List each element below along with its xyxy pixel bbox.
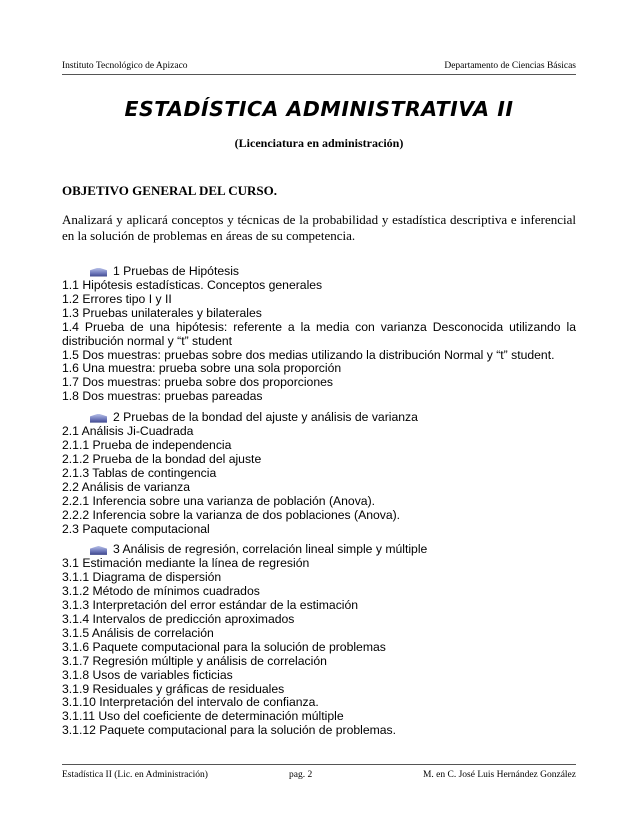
header-institution: Instituto Tecnológico de Apizaco xyxy=(62,61,188,71)
book-icon xyxy=(90,414,107,423)
list-item: 2.3 Paquete computacional xyxy=(62,521,210,536)
unit-title: 3 Análisis de regresión, correlación lineal simple y múltiple xyxy=(113,542,428,557)
unit-heading xyxy=(62,411,576,425)
list-item: 3.1.2 Método de mínimos cuadrados xyxy=(62,584,260,599)
list-item: 1.8 Dos muestras: pruebas pareadas xyxy=(62,389,263,404)
list-item: 2.2 Análisis de varianza xyxy=(62,479,191,494)
unit-heading xyxy=(62,543,576,557)
page-header xyxy=(62,58,576,75)
footer-page-number: pag. 2 xyxy=(289,770,313,780)
list-item: 2.1.1 Prueba de independencia xyxy=(62,438,232,453)
list-item: 1.5 Dos muestras: pruebas sobre dos medias utilizando la distribución Normal y “t” student. xyxy=(62,347,555,362)
syllabus-unit-1 xyxy=(62,265,576,404)
unit-title: 1 Pruebas de Hipótesis xyxy=(113,264,240,279)
list-item: 1.3 Pruebas unilaterales y bilaterales xyxy=(62,305,262,320)
book-icon xyxy=(90,268,107,277)
list-item: 3.1.9 Residuales y gráficas de residuales xyxy=(62,681,285,696)
list-item: 1.2 Errores tipo I y II xyxy=(62,291,172,306)
header-department: Departamento de Ciencias Básicas xyxy=(444,61,576,71)
list-item: 3.1.1 Diagrama de dispersión xyxy=(62,570,222,585)
list-item: 3.1.5 Análisis de correlación xyxy=(62,625,214,640)
footer-author: M. en C. José Luis Hernández González xyxy=(422,770,576,780)
list-item: 3.1.6 Paquete computacional para la solución de problemas xyxy=(62,639,386,654)
list-item: 3.1.8 Usos de variables ficticias xyxy=(62,667,233,682)
unit-heading xyxy=(62,265,576,279)
document-title: ESTADÍSTICA ADMINISTRATIVA II xyxy=(124,97,514,121)
objective-heading: OBJETIVO GENERAL DEL CURSO. xyxy=(62,183,278,198)
objective-text: Analizará y aplicará conceptos y técnicas de la probabilidad y estadística descriptiva e inferencial en la solución de problemas en áreas de su competencia. xyxy=(62,212,576,243)
list-item: 3.1.7 Regresión múltiple y análisis de correlación xyxy=(62,653,327,668)
syllabus-unit-3 xyxy=(62,543,576,738)
list-item: 3.1.3 Interpretación del error estándar de la estimación xyxy=(62,598,359,613)
document-subtitle: (Licenciatura en administración) xyxy=(234,136,404,150)
book-icon xyxy=(90,546,107,555)
unit-title: 2 Pruebas de la bondad del ajuste y análisis de varianza xyxy=(113,410,418,425)
syllabus-unit-2 xyxy=(62,411,576,536)
list-item: 2.1.2 Prueba de la bondad del ajuste xyxy=(62,451,262,466)
list-item: 3.1 Estimación mediante la línea de regresión xyxy=(62,556,310,571)
list-item: 2.2.2 Inferencia sobre la varianza de dos poblaciones (Anova). xyxy=(62,507,401,522)
list-item: 2.2.1 Inferencia sobre una varianza de población (Anova). xyxy=(62,493,376,508)
list-item: 2.1.3 Tablas de contingencia xyxy=(62,465,217,480)
list-item: 3.1.11 Uso del coeficiente de determinación múltiple xyxy=(62,709,344,724)
list-item: 3.1.12 Paquete computacional para la solución de problemas. xyxy=(62,723,397,738)
syllabus-content xyxy=(62,265,576,738)
page-footer xyxy=(62,764,576,781)
list-item: 1.1 Hipótesis estadísticas. Conceptos generales xyxy=(62,278,323,292)
footer-course: Estadística II (Lic. en Administración) xyxy=(62,770,208,780)
list-item: 1.4 Prueba de una hipótesis: referente a la media con varianza Desconocida utilizando la distribución normal y “t” student xyxy=(62,319,576,348)
list-item: 3.1.4 Intervalos de predicción aproximados xyxy=(62,612,295,627)
list-item: 3.1.10 Interpretación del intervalo de confianza. xyxy=(62,695,319,710)
list-item: 1.7 Dos muestras: prueba sobre dos proporciones xyxy=(62,375,333,390)
list-item: 1.6 Una muestra: prueba sobre una sola proporción xyxy=(62,361,342,376)
list-item: 2.1 Análisis Ji-Cuadrada xyxy=(62,424,194,439)
